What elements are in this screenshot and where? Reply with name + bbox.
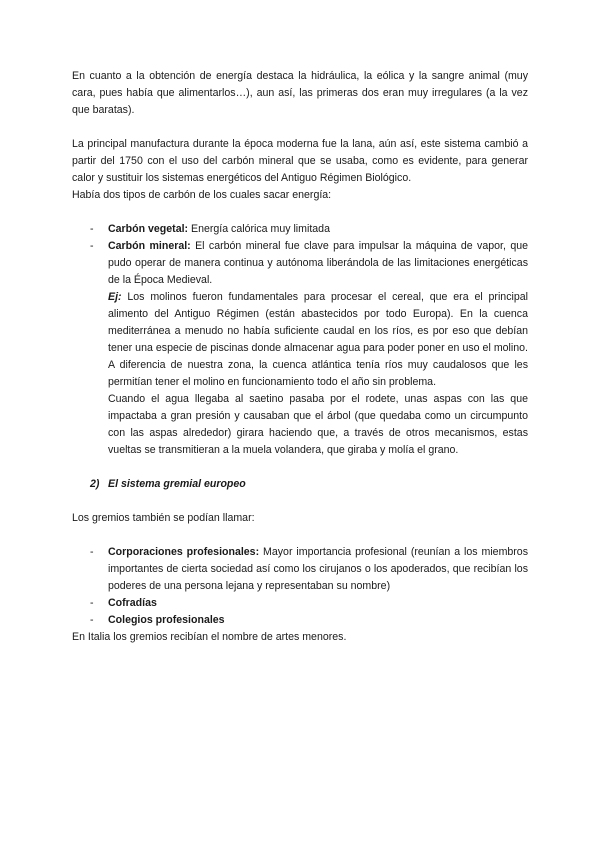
paragraph-energy-sources: En cuanto a la obtención de energía destaca la hidráulica, la eólica y la sangre animal (muy cara, pues había que alimentarlos…), aun así, las primeras dos eran muy irregulares (a la vez que baratas). xyxy=(72,70,528,116)
paragraph-carbon-types-intro: Había dos tipos de carbón de los cuales sacar energía: xyxy=(72,189,332,201)
section-title: El sistema gremial europeo xyxy=(108,478,246,490)
section-heading-2 xyxy=(72,476,528,493)
document-page xyxy=(72,68,528,646)
term-carbon-vegetal: Carbón vegetal: xyxy=(108,223,189,235)
list-item-cofradias xyxy=(72,595,528,612)
example-paragraph-1 xyxy=(108,289,528,391)
paragraph-gremios-intro: Los gremios también se podían llamar: xyxy=(72,512,255,524)
paragraph-wool-manufacture: La principal manufactura durante la época moderna fue la lana, aún así, este sistema cambió a partir del 1750 con el uso del carbón mineral que se usaba, como es evidente, para generar calor y sustituir los sistemas energéticos del Antiguo Régimen Biológico. xyxy=(72,138,528,184)
list-item-carbon-vegetal xyxy=(72,221,528,238)
term-cofradias: Cofradías xyxy=(108,597,157,609)
term-colegios: Colegios profesionales xyxy=(108,614,225,626)
term-corporaciones: Corporaciones profesionales: xyxy=(108,546,260,558)
example-label: Ej: xyxy=(108,291,122,303)
example-block xyxy=(72,289,528,459)
list-item-colegios xyxy=(72,612,528,629)
desc-corporaciones: Mayor importancia profesional (reunían a los miembros importantes de cierta sociedad así como los cirujanos o los apoderados, que recibían los poderes de una persona lejana y representaban su nombre) xyxy=(108,546,529,592)
section-number: 2) xyxy=(90,478,100,490)
carbon-types-list xyxy=(72,221,528,289)
list-item-carbon-mineral xyxy=(72,238,528,289)
example-paragraph-2: Cuando el agua llegaba al saetino pasaba por el rodete, unas aspas con las que impactaba a gran presión y causaban que el árbol (que quedaba como un circumpunto con las aspas alrededor) girara haciendo que, a través de otros mecanismos, estas vueltas se transmitieran a la muela volandera, que giraba y molía el grano. xyxy=(108,393,528,456)
desc-carbon-mineral: El carbón mineral fue clave para impulsar la máquina de vapor, que pudo operar de manera continua y autónoma liberándola de las limitaciones energéticas de la Época Medieval. xyxy=(108,240,528,286)
list-item-corporaciones xyxy=(72,544,528,595)
paragraph-closing: En Italia los gremios recibían el nombre de artes menores. xyxy=(72,631,347,643)
gremios-list xyxy=(72,544,528,629)
desc-carbon-vegetal: Energía calórica muy limitada xyxy=(188,223,330,235)
example-text-1: Los molinos fueron fundamentales para procesar el cereal, que era el principal alimento del Antiguo Régimen (están abastecidos por todo Europa). En la cuenca mediterránea a menudo no había suficiente caudal en los ríos, es por eso que debían tener una especie de piscinas donde almacenar agua para poder poner en uso el molino. A diferencia de nuestra zona, la cuenca atlántica tenía ríos muy caudalosos que les permitían tener el molino en funcionamiento todo el año sin problema. xyxy=(108,291,528,388)
term-carbon-mineral: Carbón mineral: xyxy=(108,240,191,252)
